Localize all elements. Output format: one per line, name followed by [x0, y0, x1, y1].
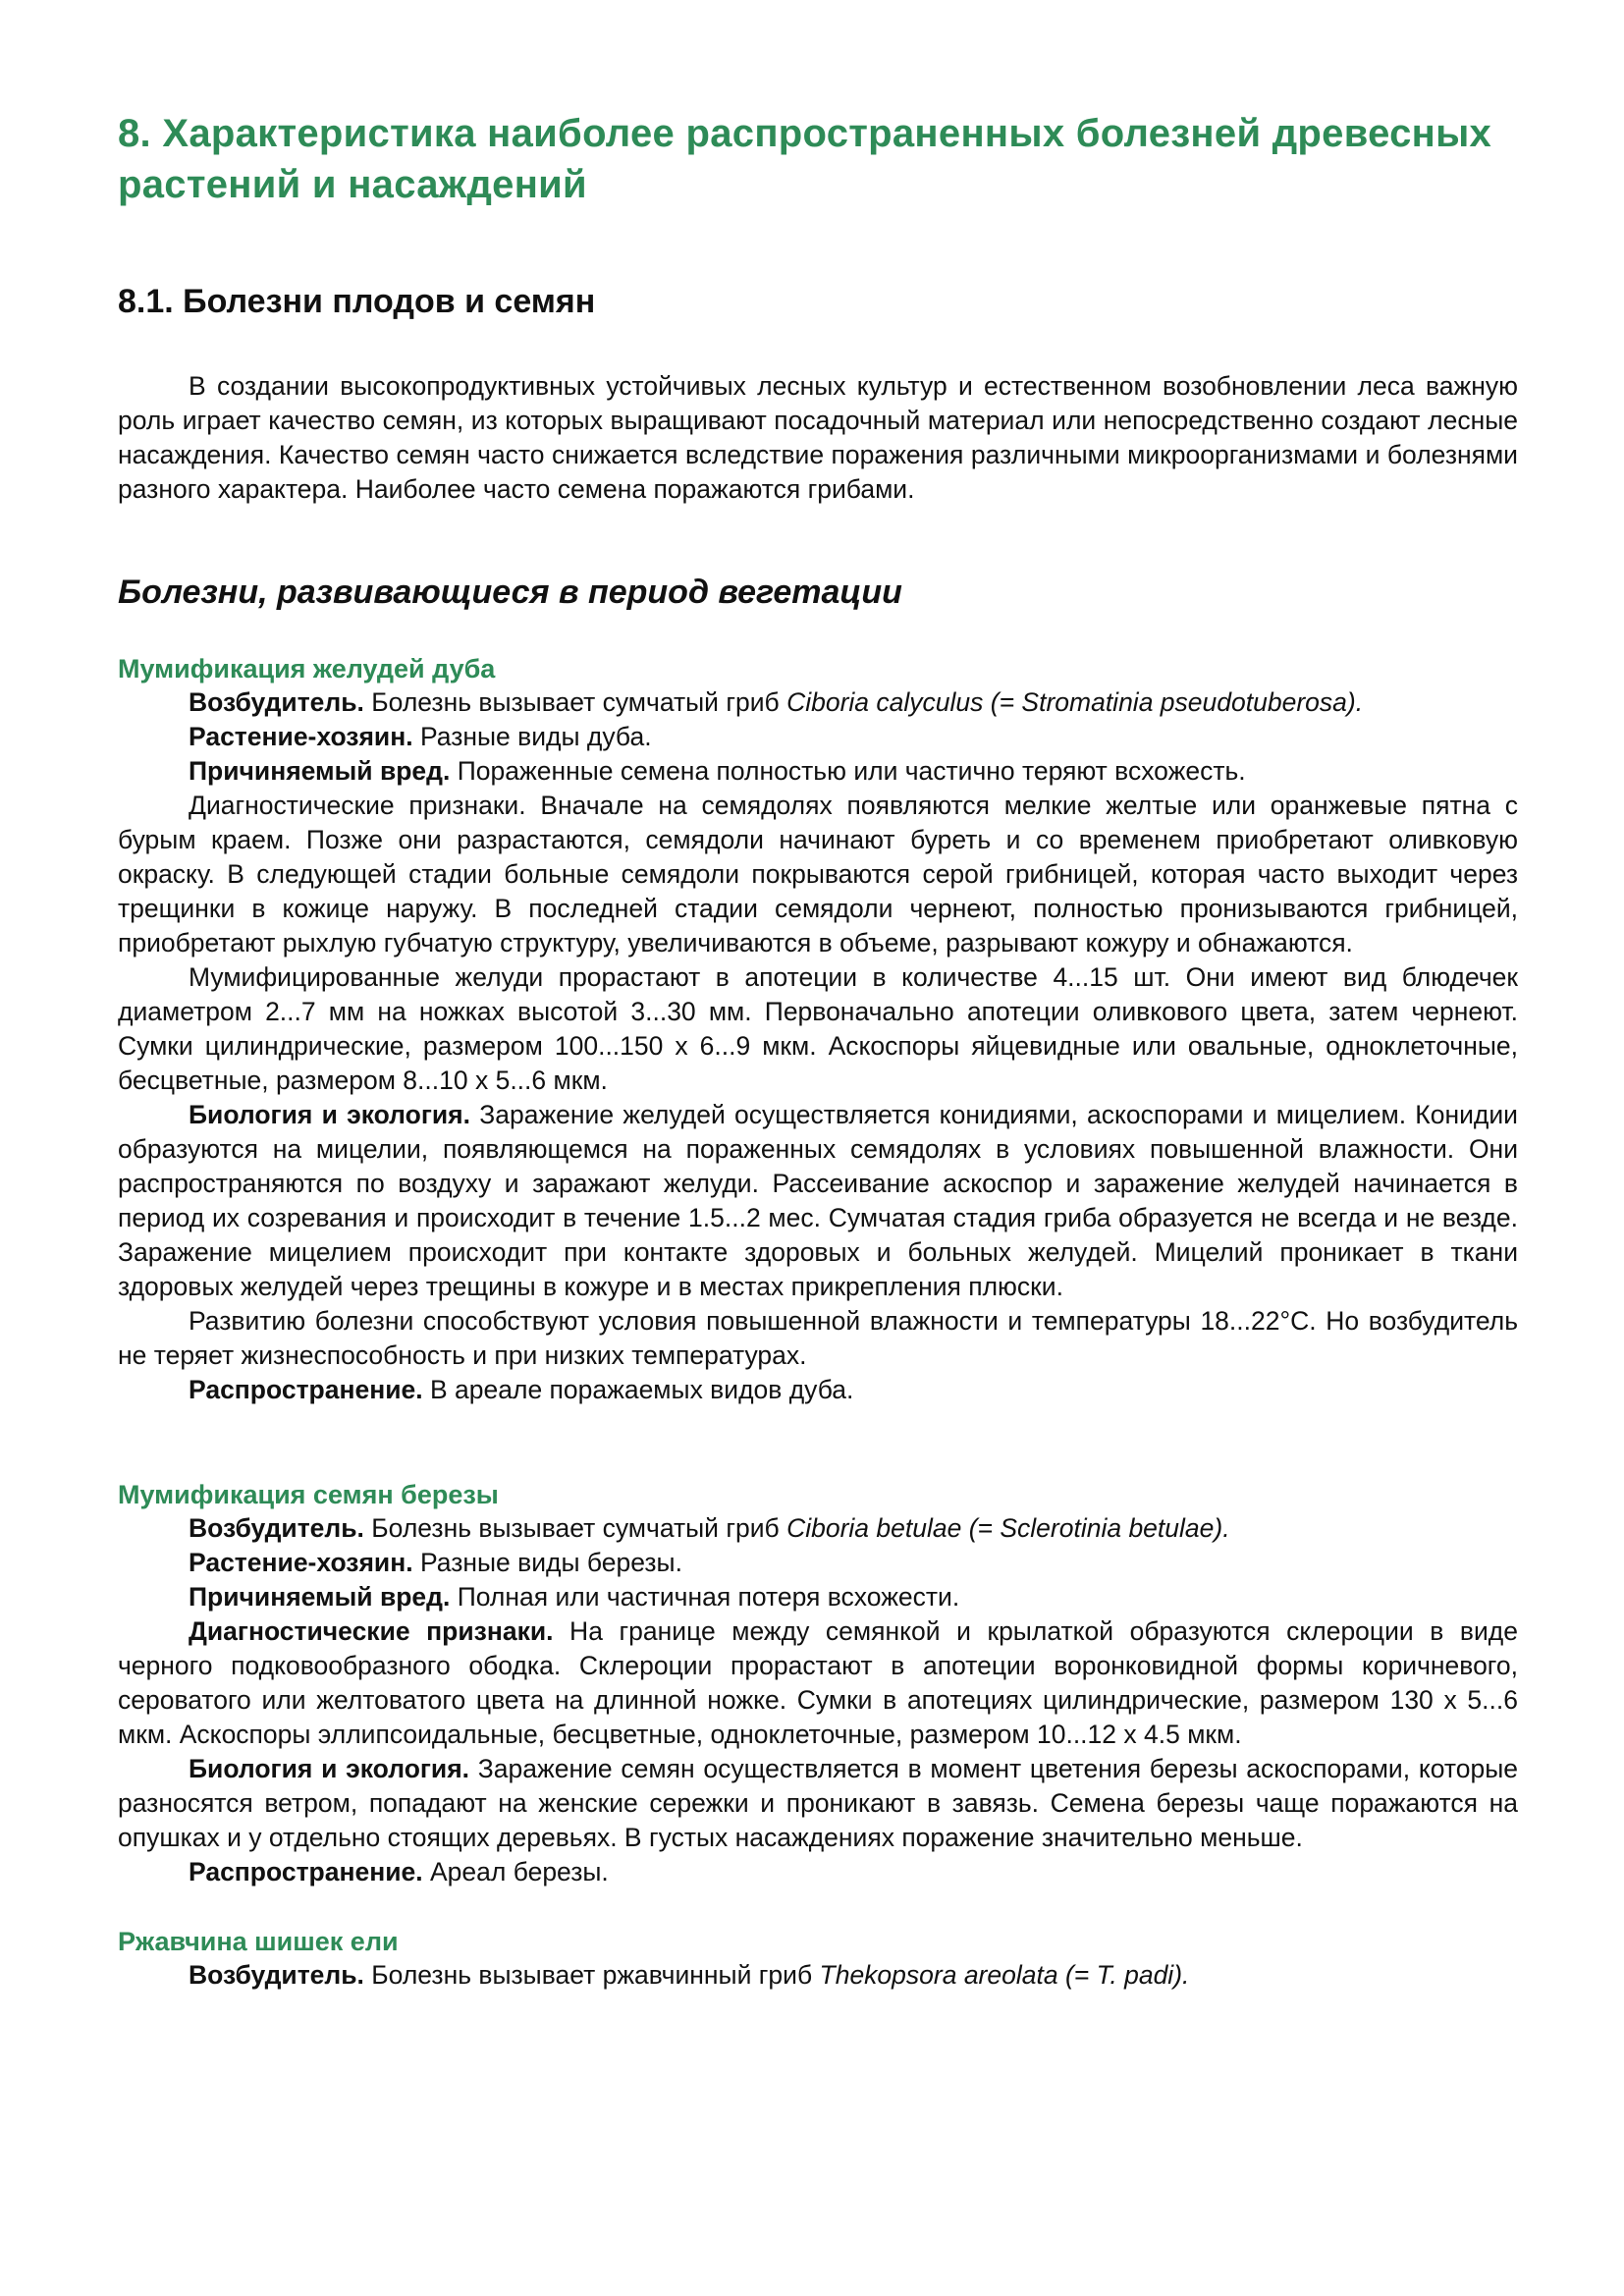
subsection-title: Болезни, развивающиеся в период вегетации [118, 574, 902, 611]
agent-text: Болезнь вызывает ржавчинный гриб [363, 1960, 820, 1990]
biology-paragraph [118, 1098, 1518, 1304]
chapter-title: 8. Характеристика наиболее распространенных болезней древесных растений и насаждений [118, 112, 1492, 206]
spread-label: Распространение. [189, 1857, 423, 1886]
agent-label: Возбудитель. [189, 687, 364, 717]
biology-text: Заражение семян осуществляется в момент цветения березы аскоспорами, которые разносятся ветром, попадают на женские сережки и проникают в завязь. Семена березы чаще поражаются на опушках и у отдельно стоящих деревьях. В густых насаждениях поражение значительно меньше. [118, 1754, 1518, 1852]
agent-label: Возбудитель. [189, 1513, 364, 1543]
spread-label: Распространение. [189, 1375, 423, 1404]
disease-title-spruce-cones: Ржавчина шишек ели [118, 1927, 399, 1956]
biology-label: Биология и экология. [189, 1754, 470, 1783]
harm-label: Причиняемый вред. [189, 756, 451, 786]
agent-text: Болезнь вызывает сумчатый гриб [363, 1513, 787, 1543]
diagnostic-paragraph: Диагностические признаки. Вначале на семядолях появляются мелкие желтые или оранжевые пятна с бурым краем. Позже они разрастаются, семядоли начинают буреть и со временем приобретают оливковую окраску. В следующей стадии больные семядоли покрываются серой грибницей, которая часто выходит через трещинки в кожице наружу. В последней стадии семядоли чернеют, полностью пронизываются грибницей, приобретают рыхлую губчатую структуру, увеличиваются в объеме, разрывают кожуру и обнажаются. [118, 791, 1518, 957]
harm-paragraph [118, 1580, 1518, 1614]
spread-paragraph [118, 1855, 1518, 1889]
spread-paragraph [118, 1373, 1518, 1407]
agent-species: Ciboria betulae (= Sclerotinia betulae). [786, 1513, 1230, 1543]
agent-species: Thekopsora areolata (= T. padi). [819, 1960, 1190, 1990]
spread-text: Ареал березы. [422, 1857, 609, 1886]
agent-species: Ciboria calyculus (= Stromatinia pseudotuberosa). [786, 687, 1364, 717]
mummy-paragraph: Мумифицированные желуди прорастают в апотеции в количестве 4...15 шт. Они имеют вид блюдечек диаметром 2...7 мм на ножках высотой 3...30 мм. Первоначально апотеции оливкового цвета, затем чернеют. Сумки цилиндрические, размером 100...150 x 6...9 мкм. Аскоспоры яйцевидные или овальные, одноклеточные, бесцветные, размером 8...10 x 5...6 мкм. [118, 962, 1518, 1095]
agent-text: Болезнь вызывает сумчатый гриб [363, 687, 787, 717]
section-title: 8.1. Болезни плодов и семян [118, 283, 596, 320]
diagnostic-text: На границе между семянкой и крылаткой образуются склероции в виде черного подковообразного ободка. Склероции прорастают в апотеции воронковидной формы коричневого, сероватого или желтоватого цвета на длинной ножке. Сумки в апотециях цилиндрические, размером 130 x 5...6 мкм. Аскоспоры эллипсоидальные, бесцветные, одноклеточные, размером 10...12 x 4.5 мкм. [118, 1616, 1518, 1749]
biology-label: Биология и экология. [189, 1100, 470, 1129]
biology-paragraph [118, 1752, 1518, 1855]
disease-title-oak-acorns: Мумификация желудей дуба [118, 654, 496, 683]
host-paragraph [118, 1546, 1518, 1580]
harm-label: Причиняемый вред. [189, 1582, 451, 1612]
host-label: Растение-хозяин. [189, 1548, 413, 1577]
spread-text: В ареале поражаемых видов дуба. [422, 1375, 854, 1404]
agent-label: Возбудитель. [189, 1960, 364, 1990]
harm-text: Полная или частичная потеря всхожести. [450, 1582, 960, 1612]
disease-title-birch-seeds: Мумификация семян березы [118, 1480, 499, 1509]
host-label: Растение-хозяин. [189, 722, 413, 751]
diagnostic-paragraph [118, 1614, 1518, 1752]
host-text: Разные виды дуба. [412, 722, 652, 751]
agent-paragraph [118, 1958, 1518, 1993]
host-text: Разные виды березы. [412, 1548, 682, 1577]
host-paragraph [118, 720, 1518, 754]
agent-paragraph [118, 685, 1518, 720]
development-paragraph: Развитию болезни способствуют условия повышенной влажности и температуры 18...22°С. Но возбудитель не теряет жизнеспособность и при низких температурах. [118, 1306, 1518, 1370]
biology-text: Заражение желудей осуществляется конидиями, аскоспорами и мицелием. Конидии образуются на мицелии, появляющемся на пораженных семядолях в условиях повышенной влажности. Они распространяются по воздуху и заражают желуди. Рассеивание аскоспор и заражение желудей начинается в период их созревания и происходит в течение 1.5...2 мес. Сумчатая стадия гриба образуется не всегда и не везде. Заражение мицелием происходит при контакте здоровых и больных желудей. Мицелий проникает в ткани здоровых желудей через трещины в кожуре и в местах прикрепления плюски. [118, 1100, 1518, 1301]
diagnostic-label: Диагностические признаки. [189, 1616, 554, 1646]
harm-text: Пораженные семена полностью или частично теряют всхожесть. [450, 756, 1246, 786]
harm-paragraph [118, 754, 1518, 789]
agent-paragraph [118, 1511, 1518, 1546]
intro-paragraph: В создании высокопродуктивных устойчивых лесных культур и естественном возобновлении леса важную роль играет качество семян, из которых выращивают посадочный материал или непосредственно создают лесные насаждения. Качество семян часто снижается вследствие поражения различными микроорганизмами и болезнями разного характера. Наиболее часто семена поражаются грибами. [118, 371, 1518, 504]
document-page [118, 108, 1518, 1993]
